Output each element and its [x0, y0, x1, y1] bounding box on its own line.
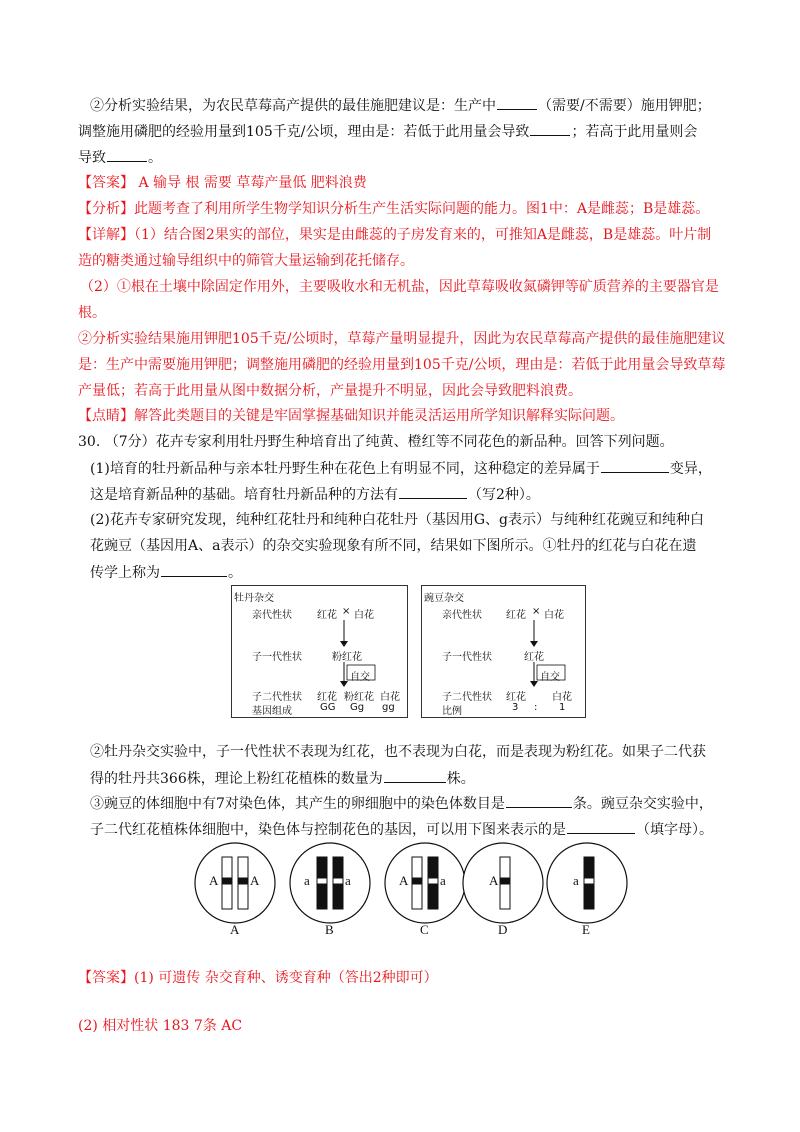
pea-ratio-red: 3: [512, 702, 519, 713]
answer-blank: [567, 819, 635, 834]
pea-selfing-label: 自交: [540, 672, 560, 683]
text-span: 产量低；若高于此用量从图中数据分析，产量提升不明显，因此会导致肥料浪费。: [78, 383, 582, 399]
peony-parent-red: 红花: [317, 610, 337, 621]
chromosome: [412, 857, 422, 909]
text-line-15: [90, 458, 712, 479]
text-line-23: [90, 819, 713, 840]
text-line-21: [90, 768, 475, 789]
answer-blank: [399, 484, 467, 499]
text-line-24: [78, 968, 438, 988]
text-span: 变异，: [669, 461, 712, 477]
text-span: 。: [228, 565, 242, 581]
pea-cross-sign: ×: [532, 606, 541, 617]
peony-f2-red: 红花: [317, 692, 337, 703]
text-span: 【点睛】解答此类题目的关键是牢固掌握基础知识并能灵活运用所学知识解释实际问题。: [78, 408, 624, 424]
text-span: 调整施用磷肥的经验用量到105千克/公顷，理由是：若低于此用量会导致: [78, 124, 530, 140]
text-span: (1)培育的牡丹新品种与亲本牡丹野生种在花色上有明显不同，这种稳定的差异属于: [90, 461, 600, 477]
pea-f2-label: 子二代性状: [442, 692, 492, 703]
text-span: 这是培育新品种的基础。培育牡丹新品种的方法有: [90, 487, 398, 503]
text-line-6: [78, 225, 711, 245]
text-span: 传学上称为: [90, 565, 160, 581]
pea-arrows: [422, 586, 585, 717]
text-span: 株。: [446, 771, 475, 787]
peony-box-title: 牡丹杂交: [234, 593, 274, 604]
cell-d: [461, 841, 545, 929]
cell-membrane: [385, 843, 465, 923]
peony-parent-label: 亲代性状: [252, 610, 292, 621]
peony-f2-label: 子二代性状: [252, 692, 302, 703]
peony-genotype-gg-recessive: gg: [382, 702, 395, 713]
gene-label-right: a: [345, 873, 351, 888]
peony-genotype-gg-dominant: GG: [320, 702, 336, 713]
gene-label-left: A: [489, 873, 499, 888]
gene-label-left: a: [573, 873, 579, 888]
cell-c: [383, 841, 467, 929]
pea-f1-value: 红花: [524, 652, 544, 663]
cell-membrane: [290, 843, 370, 923]
cell-label-e: E: [582, 922, 590, 937]
gene-label-right: a: [440, 873, 446, 888]
chromosome: [333, 857, 343, 909]
text-span: 造的糖类通过输导组织中的筛管大量运输到花托储存。: [78, 253, 414, 269]
cell-a: [193, 841, 277, 929]
cell-b-drawing: [288, 841, 372, 925]
text-span: （需要/不需要）施用钾肥；: [538, 98, 711, 114]
text-span: 30. （7分）花卉专家利用牡丹野生种培育出了纯黄、橙红等不同花色的新品种。回答下列问题。: [78, 434, 674, 450]
text-span: 【答案】(1) 可遗传 杂交育种、诱变育种（答出2种即可）: [78, 970, 438, 986]
pea-cross-diagram: [421, 585, 586, 718]
text-line-3: [78, 147, 162, 168]
cell-c-drawing: [383, 841, 467, 925]
text-span: ③豌豆的体细胞中有7对染色体，其产生的卵细胞中的染色体数目是: [90, 796, 505, 812]
pea-parent-white: 白花: [544, 610, 564, 621]
text-line-8: [80, 277, 719, 297]
cell-e-drawing: [545, 841, 629, 925]
text-line-7: [78, 251, 414, 271]
text-span: ②牡丹杂交实验中，子一代性状不表现为红花，也不表现为白花，而是表现为粉红花。如果子二代获: [90, 744, 706, 760]
text-span: 子二代红花植株体细胞中，染色体与控制花色的基因，可以用下图来表示的是: [90, 822, 566, 838]
text-line-18: [90, 536, 696, 556]
text-span: 是：生产中需要施用钾肥；调整施用磷肥的经验用量到105千克/公顷，理由是：若低于此用量会导致草莓: [78, 357, 726, 373]
cell-a-drawing: [193, 841, 277, 925]
pea-f1-label: 子一代性状: [442, 652, 492, 663]
pea-ratio-label: 比例: [442, 706, 462, 717]
peony-selfing-label: 自交: [350, 672, 370, 683]
pea-parent-label: 亲代性状: [442, 610, 482, 621]
text-span: (2) 相对性状 183 7条 AC: [78, 1018, 243, 1034]
answer-blank: [497, 95, 537, 110]
cell-label-b: B: [325, 922, 334, 937]
text-span: 得的牡丹共366株，理论上粉红花植株的数量为: [90, 771, 383, 787]
chromosome: [500, 857, 510, 909]
peony-f1-label: 子一代性状: [252, 652, 302, 663]
peony-genotype-gg-hetero: Gg: [350, 702, 365, 713]
gene-label-right: A: [250, 873, 260, 888]
cell-membrane: [195, 843, 275, 923]
pea-f2-white: 白花: [552, 692, 572, 703]
pea-ratio-colon: :: [534, 702, 538, 713]
chromosome: [317, 857, 327, 909]
text-line-2: [78, 121, 697, 142]
text-line-1: [90, 95, 711, 116]
text-span: 【分析】此题考查了利用所学生物学知识分析生产生活实际问题的能力。图1中：A是雌蕊；B是雄蕊。: [78, 201, 710, 217]
chromosome: [222, 857, 232, 909]
gene-label-left: A: [399, 873, 409, 888]
answer-blank: [161, 562, 227, 577]
pea-f2-red: 红花: [506, 692, 526, 703]
cell-label-d: D: [498, 922, 508, 937]
text-line-19: [90, 562, 242, 583]
peony-f2-pink: 粉红花: [344, 692, 374, 703]
chromosome: [428, 857, 438, 909]
cell-label-c: C: [420, 922, 429, 937]
peony-arrows: [232, 586, 407, 717]
text-span: 导致: [78, 150, 106, 166]
text-line-17: [90, 510, 704, 530]
answer-blank: [107, 147, 147, 162]
peony-cross-sign: ×: [342, 606, 351, 617]
text-span: ②分析实验结果，为农民草莓高产提供的最佳施肥建议是：生产中: [90, 98, 496, 114]
text-span: 根。: [78, 305, 106, 321]
peony-genotype-label: 基因组成: [252, 706, 292, 717]
cell-e: [545, 841, 629, 929]
answer-blank: [530, 121, 570, 136]
text-line-5: [78, 199, 709, 219]
text-span: ；若高于此用量则会: [571, 124, 698, 140]
text-span: ②分析实验结果施用钾肥105千克/公顷时，草莓产量明显提升，因此为农民草莓高产提供的最佳施肥建议: [78, 331, 726, 347]
text-line-25: [78, 1016, 242, 1036]
text-span: 花豌豆（基因用A、a表示）的杂交实验现象有所不同，结果如下图所示。①牡丹的红花与白花在遗: [90, 538, 697, 554]
pea-ratio-white: 1: [559, 702, 566, 713]
answer-blank: [601, 458, 669, 473]
chromosome: [584, 857, 594, 909]
cell-label-a: A: [230, 922, 240, 937]
text-span: （写2种）。: [468, 487, 540, 503]
text-span: 条。豌豆杂交实验中，: [572, 796, 713, 812]
cell-b: [288, 841, 372, 929]
peony-f1-value: 粉红花: [332, 652, 362, 663]
peony-f2-white: 白花: [380, 692, 400, 703]
text-line-16: [90, 484, 540, 505]
answer-blank: [506, 793, 572, 808]
pea-box-title: 豌豆杂交: [424, 593, 464, 604]
text-line-11: [78, 355, 725, 375]
text-span: 【答案】 A 输导 根 需要 草莓产量低 肥料浪费: [78, 175, 367, 191]
text-line-9: [78, 303, 106, 323]
text-span: 。: [148, 150, 162, 166]
text-line-22: [90, 793, 713, 814]
text-line-13: [78, 406, 624, 426]
answer-blank: [384, 768, 446, 783]
text-line-4: [78, 173, 367, 193]
text-span: 【详解】（1）结合图2果实的部位，果实是由雌蕊的子房发育来的，可推知A是雌蕊，B是雄蕊。叶片制: [78, 227, 712, 243]
text-span: (2)花卉专家研究发现，纯种红花牡丹和纯种白花牡丹（基因用G、g表示）与纯种红花豌豆和纯种白: [90, 512, 704, 528]
text-span: （填字母）。: [636, 822, 713, 838]
peony-cross-diagram: [231, 585, 408, 718]
cell-d-drawing: [461, 841, 545, 925]
text-line-20: [90, 742, 706, 762]
text-line-12: [78, 381, 582, 401]
chromosome: [238, 857, 248, 909]
text-line-14: [78, 432, 674, 452]
pea-parent-red: 红花: [506, 610, 526, 621]
text-span: （2）①根在土壤中除固定作用外，主要吸收水和无机盐，因此草莓吸收氮磷钾等矿质营养的主要器官是: [80, 279, 719, 295]
text-line-10: [78, 329, 725, 349]
gene-label-left: A: [209, 873, 219, 888]
peony-parent-white: 白花: [354, 610, 374, 621]
gene-label-left: a: [304, 873, 310, 888]
